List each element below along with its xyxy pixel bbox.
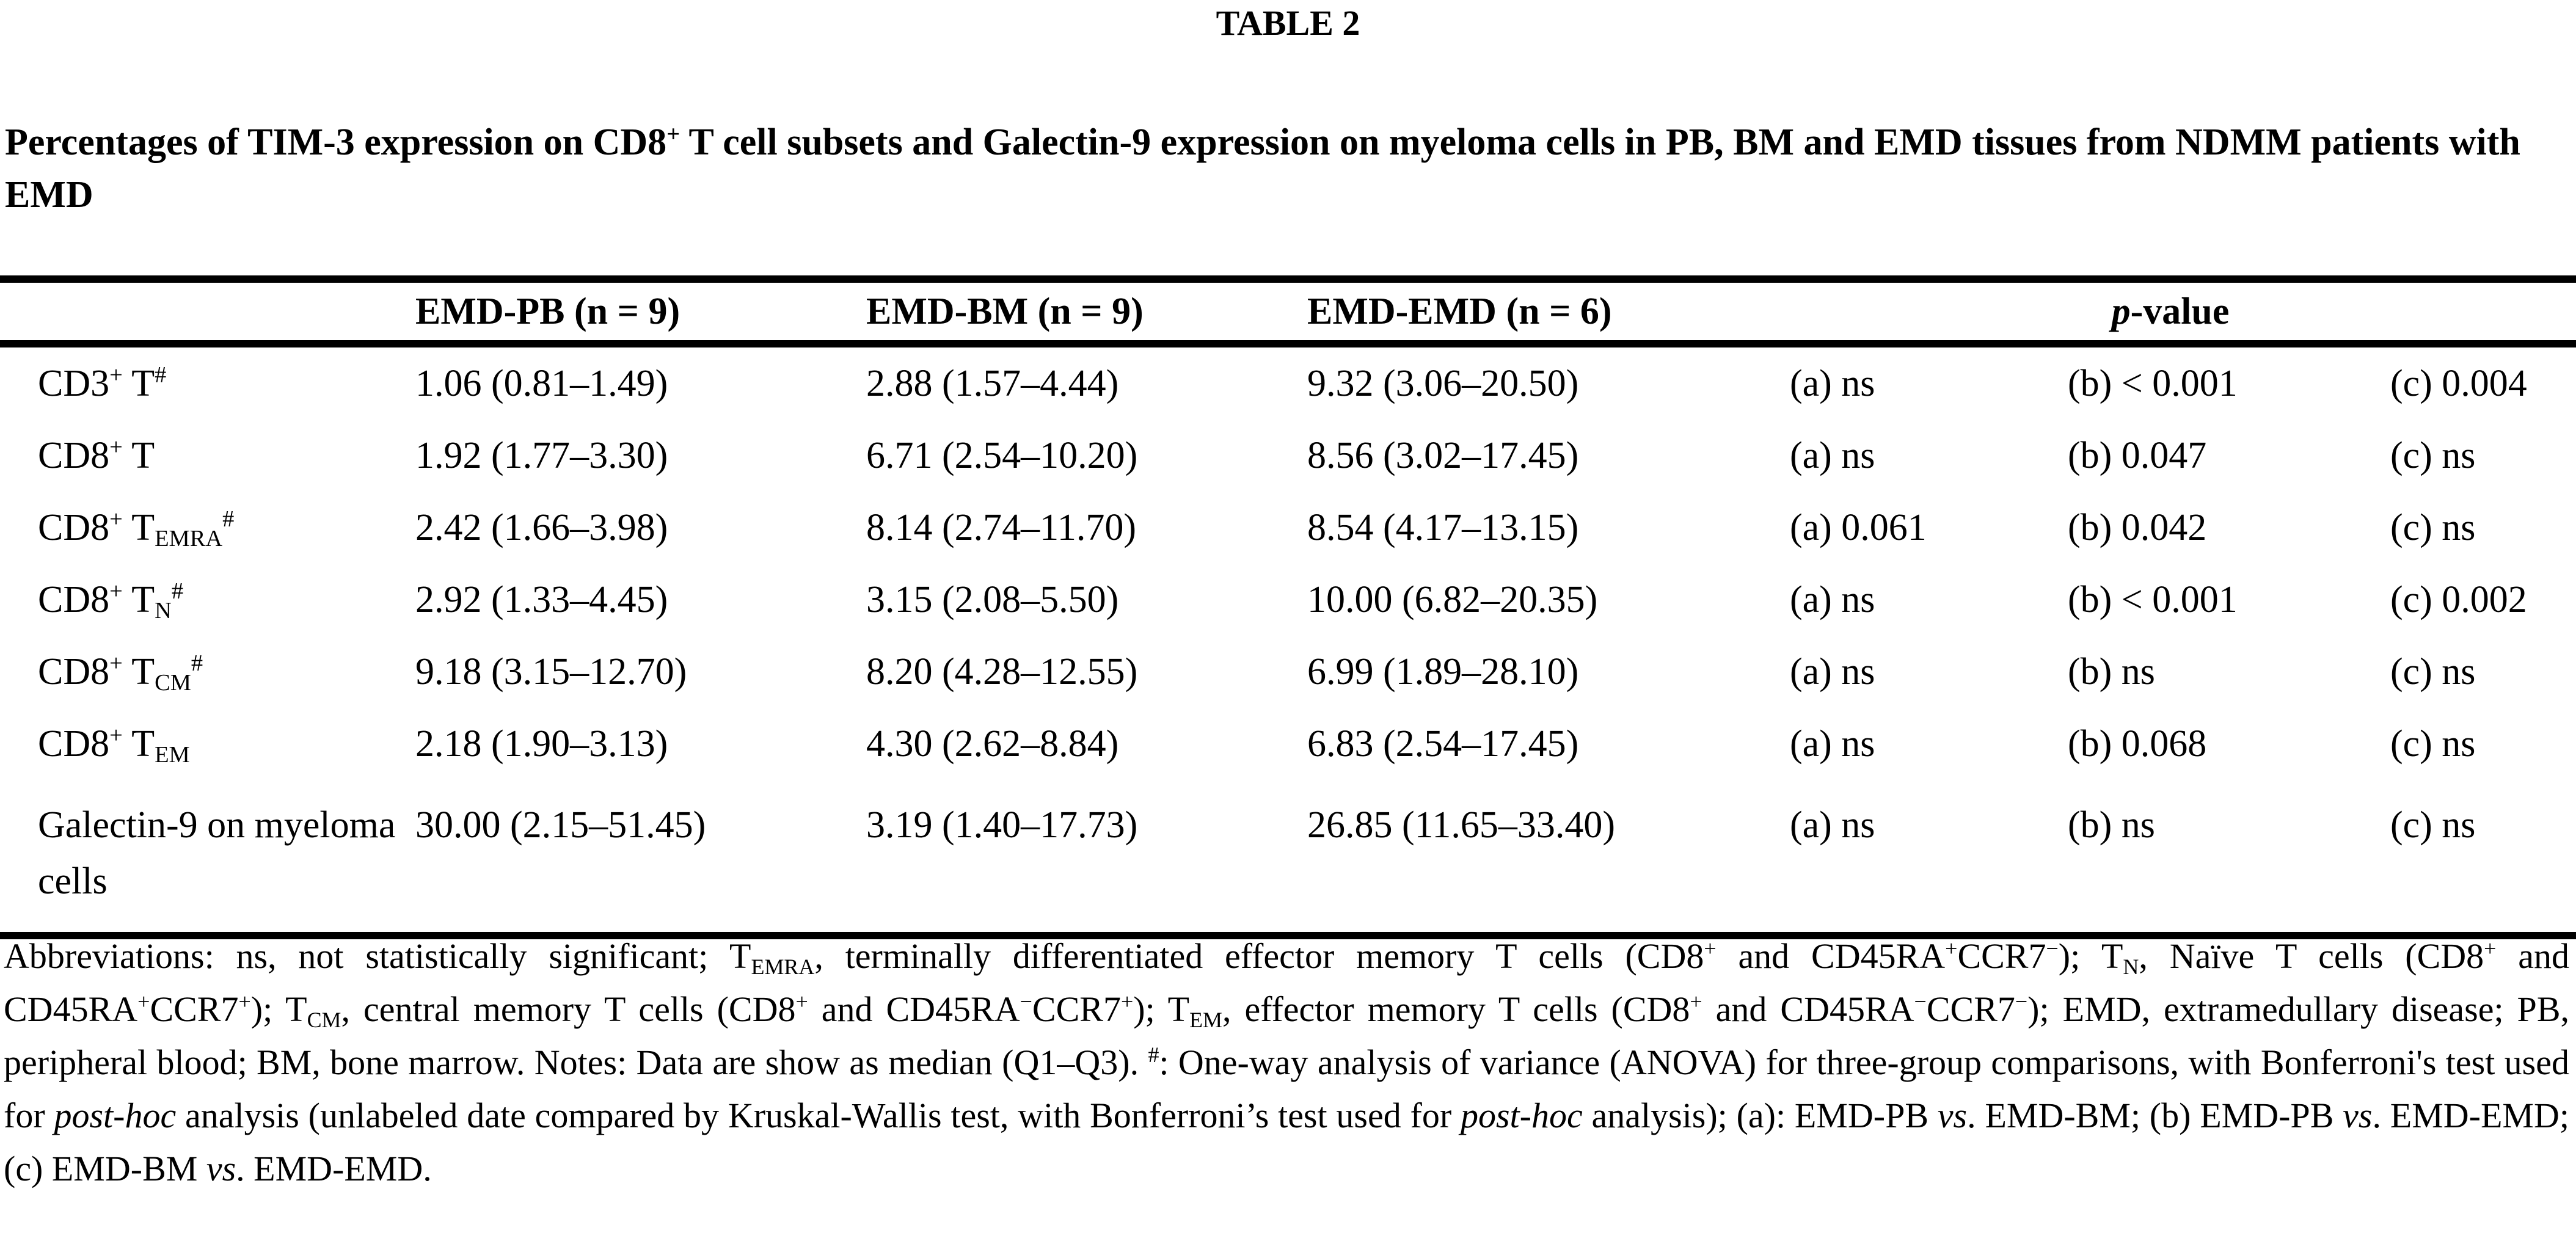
row-label: CD8+ $T_N^{\#}$ <box>38 578 184 624</box>
cell-emd-pb: 2.92 (1.33–4.45) <box>415 578 668 620</box>
cell-emd-bm: 4.30 (2.62–8.84) <box>866 722 1119 765</box>
table-row-cd8-tcm <box>0 636 2576 708</box>
cell-emd-emd: 10.00 (6.82–20.35) <box>1307 578 1598 620</box>
cell-p-b: (b) 0.068 <box>2068 722 2207 765</box>
cell-emd-bm: 3.19 (1.40–17.73) <box>866 804 1138 846</box>
table-number-label: TABLE 2 <box>1216 3 1360 43</box>
row-label: Galectin-9 on myeloma cells <box>38 804 396 902</box>
cell-emd-emd: 9.32 (3.06–20.50) <box>1307 362 1579 404</box>
cell-p-b: (b) 0.042 <box>2068 506 2207 548</box>
header-row <box>0 279 2576 344</box>
table-row-cd8-t <box>0 420 2576 492</box>
cell-emd-bm: 8.14 (2.74–11.70) <box>866 506 1136 548</box>
cell-emd-bm: 3.15 (2.08–5.50) <box>866 578 1119 620</box>
row-label: CD3+ T# <box>38 362 167 404</box>
header-emd-bm: EMD-BM (n = 9) <box>855 279 1295 344</box>
cell-p-c: (c) 0.002 <box>2390 578 2527 620</box>
cell-p-c: (c) ns <box>2390 506 2476 548</box>
cell-emd-emd: 8.56 (3.02–17.45) <box>1307 434 1579 476</box>
row-label: CD8+ $T_{EMRA}^{\#}$ <box>38 506 235 552</box>
table-caption: Percentages of TIM-3 expression on CD8+ T cell subsets and Galectin-9 expression on myeloma cells in PB, BM and EMD tissues from NDMM patients with EMD <box>5 121 2520 216</box>
table-row-cd8-tn <box>0 564 2576 636</box>
cell-p-a: (a) 0.061 <box>1790 506 1927 548</box>
cell-emd-pb: 9.18 (3.15–12.70) <box>415 650 687 693</box>
cell-emd-emd: 6.99 (1.89–28.10) <box>1307 650 1579 693</box>
cell-p-c: (c) ns <box>2390 434 2476 476</box>
cell-emd-emd: 6.83 (2.54–17.45) <box>1307 722 1579 765</box>
cell-p-b: (b) ns <box>2068 804 2155 846</box>
cell-emd-pb: 30.00 (2.15–51.45) <box>415 804 706 846</box>
cell-emd-pb: 1.06 (0.81–1.49) <box>415 362 668 404</box>
cell-emd-pb: 2.42 (1.66–3.98) <box>415 506 668 548</box>
table-row-cd3-t <box>0 344 2576 420</box>
cell-emd-pb: 2.18 (1.90–3.13) <box>415 722 668 765</box>
header-empty-cell <box>0 279 403 344</box>
cell-emd-emd: 26.85 (11.65–33.40) <box>1307 804 1615 846</box>
cell-p-b: (b) ns <box>2068 650 2155 693</box>
table-row-galectin-9 <box>0 780 2576 936</box>
cell-emd-bm: 8.20 (4.28–12.55) <box>866 650 1138 693</box>
cell-p-a: (a) ns <box>1790 362 1875 404</box>
cell-p-b: (b) 0.047 <box>2068 434 2207 476</box>
cell-p-b: (b) < 0.001 <box>2068 578 2238 620</box>
cell-emd-emd: 8.54 (4.17–13.15) <box>1307 506 1579 548</box>
cell-p-a: (a) ns <box>1790 804 1875 846</box>
row-label: CD8+ $T_{CM}^{\#}$ <box>38 650 203 696</box>
cell-p-c: (c) ns <box>2390 650 2476 693</box>
table-body <box>0 344 2576 936</box>
row-label: CD8+ $T_{EM}$ <box>38 722 190 768</box>
table-row-cd8-tem <box>0 708 2576 780</box>
cell-emd-pb: 1.92 (1.77–3.30) <box>415 434 668 476</box>
cell-p-a: (a) ns <box>1790 650 1875 693</box>
header-emd-emd: EMD-EMD (n = 6) <box>1295 279 1765 344</box>
table-row-cd8-temra <box>0 492 2576 564</box>
cell-emd-bm: 2.88 (1.57–4.44) <box>866 362 1119 404</box>
cell-p-a: (a) ns <box>1790 434 1875 476</box>
cell-emd-bm: 6.71 (2.54–10.20) <box>866 434 1138 476</box>
cell-p-c: (c) ns <box>2390 722 2476 765</box>
table-footnote: Abbreviations: ns, not statistically significant; $T_{EMRA}$, terminally differentiated effector memory T cells (CD8+ and CD45RA+CCR7−); $T_N$, Naïve T cells (CD8+ and CD45RA+CCR7+); $T_{CM}$, central memory T cells (CD8+ and CD45RA−CCR7+); $T_{EM}$, effector memory T cells (CD8+ and CD45RA−CCR7−); EMD, extramedullary disease; PB, peripheral blood; BM, bone marrow. Notes: Data are show as median (Q1–Q3). #: One-way analysis of variance (ANOVA) for three-group comparisons, with Bonferroni's test used for post-hoc analysis (unlabeled date compared by Kruskal-Wallis test, with Bonferroni’s test used for post-hoc analysis); (a): EMD-PB vs. EMD-BM; (b) EMD-PB vs. EMD-EMD; (c) EMD-BM vs. EMD-EMD. <box>4 936 2570 1188</box>
row-label: CD8+ T <box>38 434 155 476</box>
header-p-value: p-value <box>1765 279 2576 344</box>
cell-p-a: (a) ns <box>1790 578 1875 620</box>
cell-p-a: (a) ns <box>1790 722 1875 765</box>
data-table <box>0 275 2576 939</box>
cell-p-b: (b) < 0.001 <box>2068 362 2238 404</box>
cell-p-c: (c) 0.004 <box>2390 362 2527 404</box>
table-header <box>0 279 2576 344</box>
header-emd-pb: EMD-PB (n = 9) <box>403 279 855 344</box>
cell-p-c: (c) ns <box>2390 804 2476 846</box>
